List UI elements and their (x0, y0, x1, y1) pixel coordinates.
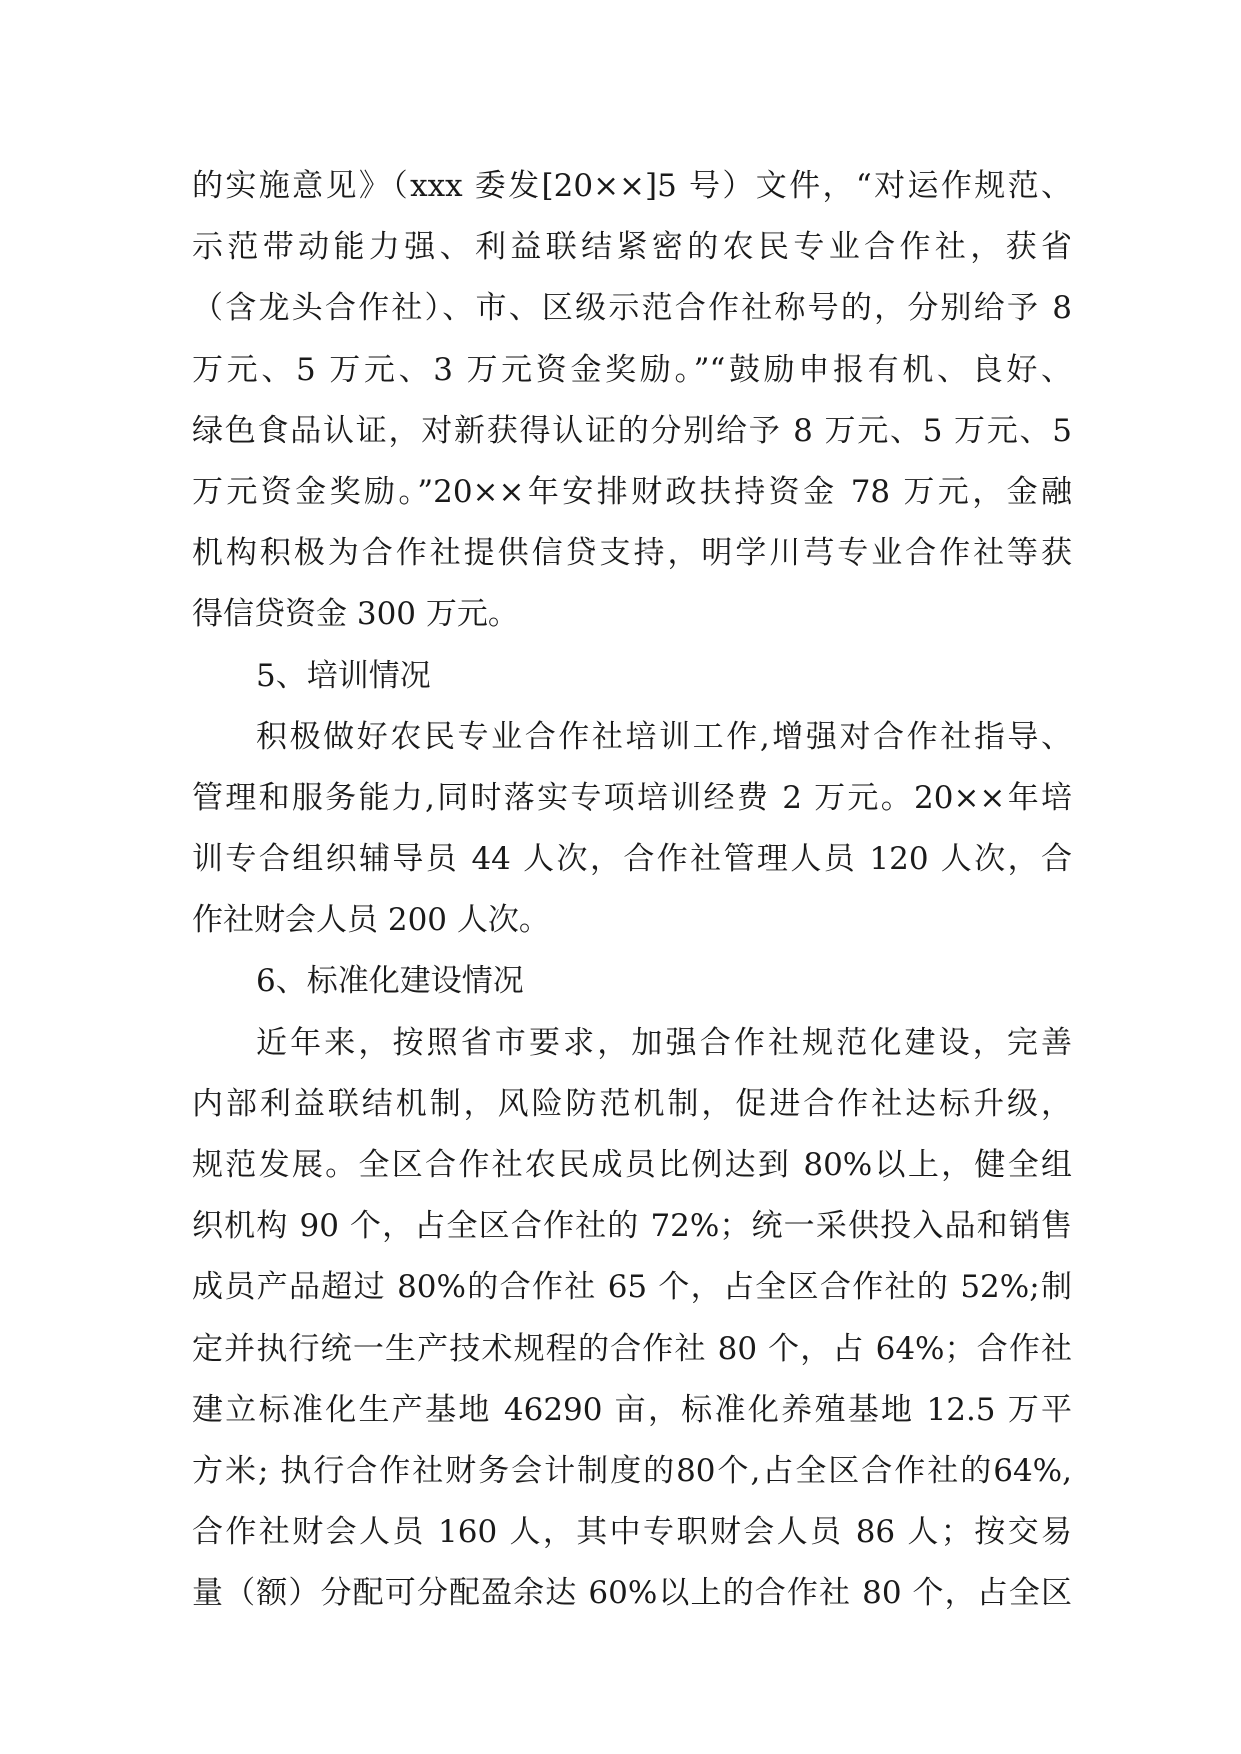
text-line: 作社财会人员 200 人次。 (192, 902, 550, 939)
text-line: 规范发展。全区合作社农民成员比例达到 80%以上，健全组 (192, 1147, 1072, 1183)
text-line: 方米; 执行合作社财务会计制度的80个,占全区合作社的64%, (192, 1452, 1072, 1489)
paragraph-first-line: 积极做好农民专业合作社培训工作,增强对合作社指导、 (256, 718, 1072, 755)
text-line: 量（额）分配可分配盈余达 60%以上的合作社 80 个，占全区 (192, 1575, 1072, 1612)
text-line: 得信贷资金 300 万元。 (192, 596, 519, 633)
document-body (192, 156, 1072, 1625)
text-line: 示范带动能力强、利益联结紧密的农民专业合作社，获省 (192, 229, 1072, 266)
text-line: 定并执行统一生产技术规程的合作社 80 个，占 64%；合作社 (192, 1330, 1072, 1367)
text-line: 合作社财会人员 160 人，其中专职财会人员 86 人；按交易 (192, 1514, 1072, 1551)
section-heading-training: 5、培训情况 (256, 657, 431, 694)
text-line: 万元、5 万元、3 万元资金奖励。”“鼓励申报有机、良好、 (192, 351, 1072, 388)
section-heading-standardization: 6、标准化建设情况 (256, 963, 524, 1000)
text-line: 训专合组织辅导员 44 人次，合作社管理人员 120 人次，合 (192, 841, 1072, 878)
text-line: 万元资金奖励。”20××年安排财政扶持资金 78 万元，金融 (192, 473, 1072, 510)
text-line: 管理和服务能力,同时落实专项培训经费 2 万元。20××年培 (192, 779, 1072, 816)
text-line: 的实施意见》（xxx 委发[20××]5 号）文件，“对运作规范、 (192, 168, 1072, 204)
text-line: （含龙头合作社）、市、区级示范合作社称号的，分别给予 8 (192, 290, 1072, 327)
paragraph-first-line: 近年来，按照省市要求，加强合作社规范化建设，完善 (256, 1024, 1072, 1061)
text-line: 织机构 90 个，占全区合作社的 72%；统一采供投入品和销售 (192, 1208, 1072, 1245)
text-line: 建立标准化生产基地 46290 亩，标准化养殖基地 12.5 万平 (192, 1391, 1072, 1428)
text-line: 绿色食品认证，对新获得认证的分别给予 8 万元、5 万元、5 (192, 412, 1072, 449)
text-line: 机构积极为合作社提供信贷支持，明学川芎专业合作社等获 (192, 535, 1072, 572)
text-line: 内部利益联结机制，风险防范机制，促进合作社达标升级， (192, 1085, 1072, 1122)
text-line: 成员产品超过 80%的合作社 65 个，占全区合作社的 52%;制 (192, 1269, 1072, 1306)
